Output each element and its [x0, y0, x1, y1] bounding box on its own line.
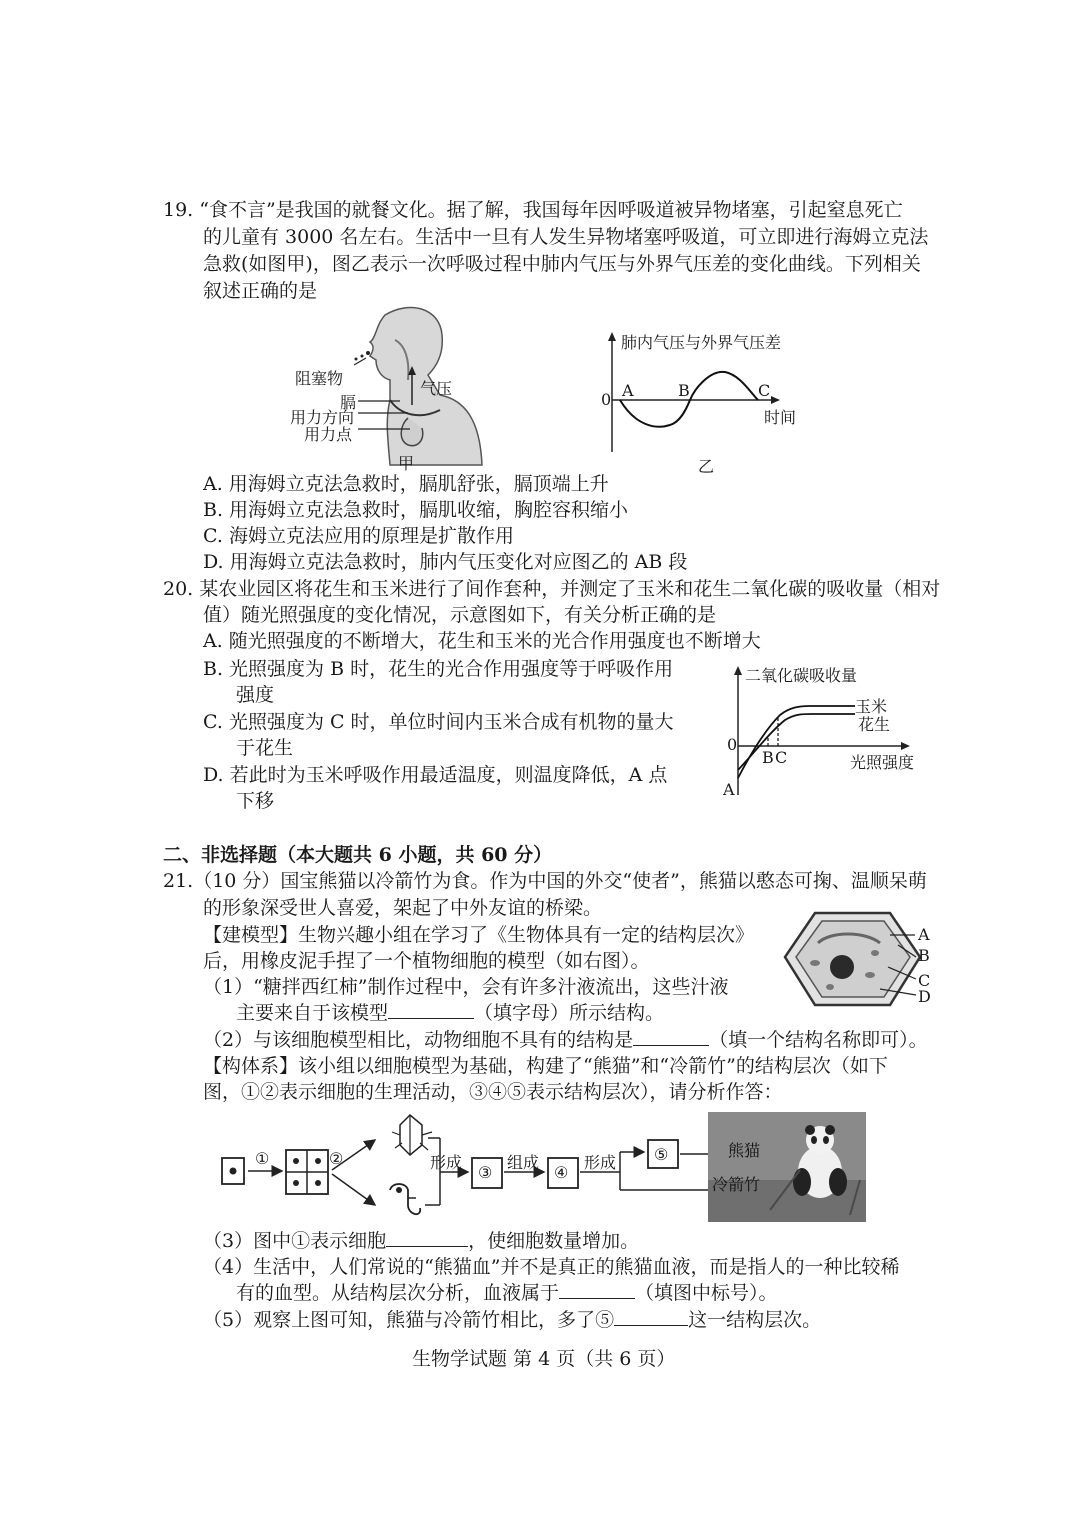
flow-box-4: ④: [554, 1163, 569, 1182]
q19-line-1: 19. “食不言”是我国的就餐文化。据了解，我国每年因呼吸道被异物堵塞，引起窒息死亡: [163, 199, 903, 221]
chart-point-b: B: [762, 748, 774, 767]
q20-option-d-cont: 下移: [236, 790, 275, 812]
q21-sub5-text-a: （5）观察上图可知，熊猫与冷箭竹相比，多了⑤: [203, 1309, 615, 1331]
q19-line-3: 急救(如图甲)，图乙表示一次呼吸过程中肺内气压与外界气压差的变化曲线。下列相关: [203, 253, 921, 275]
q21-system-line-2: 图，①②表示细胞的生理活动，③④⑤表示结构层次），请分析作答：: [203, 1081, 783, 1103]
graph-zero: 0: [601, 390, 612, 409]
q20-line-1: 20. 某农业园区将花生和玉米进行了间作套种，并测定了玉米和花生二氧化碳的吸收量（相对: [163, 578, 941, 600]
q20-option-c: C. 光照强度为 C 时，单位时间内玉米合成有机物的量大: [203, 711, 674, 733]
q20-option-c-cont: 于花生: [236, 737, 294, 759]
q20-option-b: B. 光照强度为 B 时，花生的光合作用强度等于呼吸作用: [203, 658, 674, 680]
q19-line-4: 叙述正确的是: [203, 280, 318, 302]
series-peanut-line: [738, 714, 855, 770]
chart-point-a: A: [723, 780, 735, 799]
q21-sub3-line: [203, 1228, 639, 1254]
graph-point-b: B: [678, 381, 690, 400]
legend-peanut: 花生: [858, 715, 891, 734]
flow-label-form-1: 形成: [430, 1153, 463, 1172]
q21-sub1-text-b: （填字母）所示结构。: [474, 1002, 665, 1024]
q20-option-a: A. 随光照强度的不断增大，花生和玉米的光合作用强度也不断增大: [203, 630, 761, 652]
q21-sub4-answer-blank[interactable]: [559, 1280, 635, 1299]
q21-sub4-line-1: （4）生活中，人们常说的“熊猫血”并不是真正的熊猫血液，而是指人的一种比较稀: [203, 1256, 900, 1278]
q21-line-2: 的形象深受世人喜爱，架起了中外友谊的桥梁。: [203, 897, 603, 919]
graph-point-c: C: [758, 381, 771, 400]
q21-sub4-text-a: 有的血型。从结构层次分析，血液属于: [236, 1282, 560, 1304]
chart-xlabel: 光照强度: [850, 753, 915, 772]
label-force-direction: 用力方向: [290, 408, 355, 427]
q21-sub2-answer-blank[interactable]: [633, 1027, 709, 1046]
q19-option-b: B. 用海姆立克法急救时，膈肌收缩，胸腔容积缩小: [203, 499, 629, 521]
graph-point-a: A: [622, 381, 634, 400]
q21-sub3-answer-blank[interactable]: [386, 1228, 468, 1247]
q21-sub1-line-1: （1）“糖拌西红柿”制作过程中，会有许多汁液流出，这些汁液: [203, 976, 729, 998]
q21-sub5-line: [203, 1307, 821, 1333]
q19-option-d: D. 用海姆立克法急救时，肺内气压变化对应图乙的 AB 段: [203, 551, 688, 573]
q19-option-c: C. 海姆立克法应用的原理是扩散作用: [203, 525, 514, 547]
q21-sub4-text-b: （填图中标号）。: [635, 1282, 778, 1304]
q21-sub3-text-b: ，使细胞数量增加。: [468, 1230, 640, 1252]
q21-sub4-line-2: [236, 1280, 778, 1306]
label-force-point: 用力点: [304, 425, 353, 444]
flow-step-2: ②: [329, 1149, 344, 1168]
q21-sub5-text-b: 这一结构层次。: [688, 1309, 822, 1331]
plant-cell-model: [770, 905, 940, 1015]
q21-sub1-line-2: [236, 1000, 664, 1026]
q19-line-2: 的儿童有 3000 名左右。生活中一旦有人发生异物堵塞呼吸道，可立即进行海姆立克法: [203, 226, 929, 248]
chart-point-c: C: [775, 748, 788, 767]
caption-yi: 乙: [698, 457, 715, 476]
flow-label-form-2: 形成: [584, 1153, 617, 1172]
q21-model-line-1: 【建模型】生物兴趣小组在学习了《生物体具有一定的结构层次》: [203, 924, 755, 946]
q21-sub1-answer-blank[interactable]: [388, 1000, 474, 1019]
q21-model-line-2: 后，用橡皮泥手捏了一个植物细胞的模型（如右图）。: [203, 950, 650, 972]
q20-option-b-cont: 强度: [236, 684, 275, 706]
q21-sub2-text-b: （填一个结构名称即可）。: [709, 1029, 928, 1051]
cell-label-a: A: [918, 925, 930, 944]
chart-ylabel: 二氧化碳吸收量: [745, 666, 858, 685]
structure-hierarchy-diagram: [210, 1110, 870, 1230]
q21-line-1: 21.（10 分）国宝熊猫以冷箭竹为食。作为中国的外交“使者”，熊猫以憨态可掬、温顺呆萌: [163, 870, 927, 892]
q19-option-a: A. 用海姆立克法急救时，膈肌舒张，膈顶端上升: [203, 473, 609, 495]
chart-zero: 0: [727, 735, 738, 754]
q21-sub2-text-a: （2）与该细胞模型相比，动物细胞不具有的结构是: [203, 1029, 634, 1051]
caption-jia: 甲: [398, 454, 415, 473]
flow-box-3: ③: [478, 1163, 493, 1182]
section-2-heading: 二、非选择题（本大题共 6 小题，共 60 分）: [163, 844, 553, 866]
flow-box-5: ⑤: [654, 1145, 669, 1164]
label-diaphragm: 膈: [340, 393, 357, 412]
label-air-pressure: 气压: [420, 379, 453, 398]
q21-sub5-answer-blank[interactable]: [614, 1307, 688, 1326]
legend-corn: 玉米: [855, 697, 888, 716]
flow-label-compose: 组成: [507, 1153, 540, 1172]
flow-step-1: ①: [255, 1149, 270, 1168]
graph-xlabel: 时间: [764, 408, 797, 427]
q20-line-2: 值）随光照强度的变化情况，示意图如下，有关分析正确的是: [203, 604, 717, 626]
q21-sub1-text-a: 主要来自于该模型: [236, 1002, 389, 1024]
label-obstruction: 阻塞物: [295, 369, 344, 388]
q21-system-line-1: 【构体系】该小组以细胞模型为基础，构建了“熊猫”和“冷箭竹”的结构层次（如下: [203, 1055, 888, 1077]
series-corn-line: [738, 706, 855, 778]
cell-label-b: B: [918, 946, 930, 965]
cell-label-c: C: [918, 971, 931, 990]
q21-sub3-text-a: （3）图中①表示细胞: [203, 1230, 387, 1252]
graph-ylabel: 肺内气压与外界气压差: [621, 333, 782, 352]
page-footer: 生物学试题 第 4 页（共 6 页）: [412, 1348, 676, 1370]
q20-option-d: D. 若此时为玉米呼吸作用最适温度，则温度降低，A 点: [203, 764, 668, 786]
q21-sub2-line: [203, 1027, 928, 1053]
photo-label-bamboo: 冷箭竹: [712, 1175, 761, 1194]
photo-label-panda: 熊猫: [728, 1141, 761, 1160]
cell-label-d: D: [918, 987, 931, 1006]
